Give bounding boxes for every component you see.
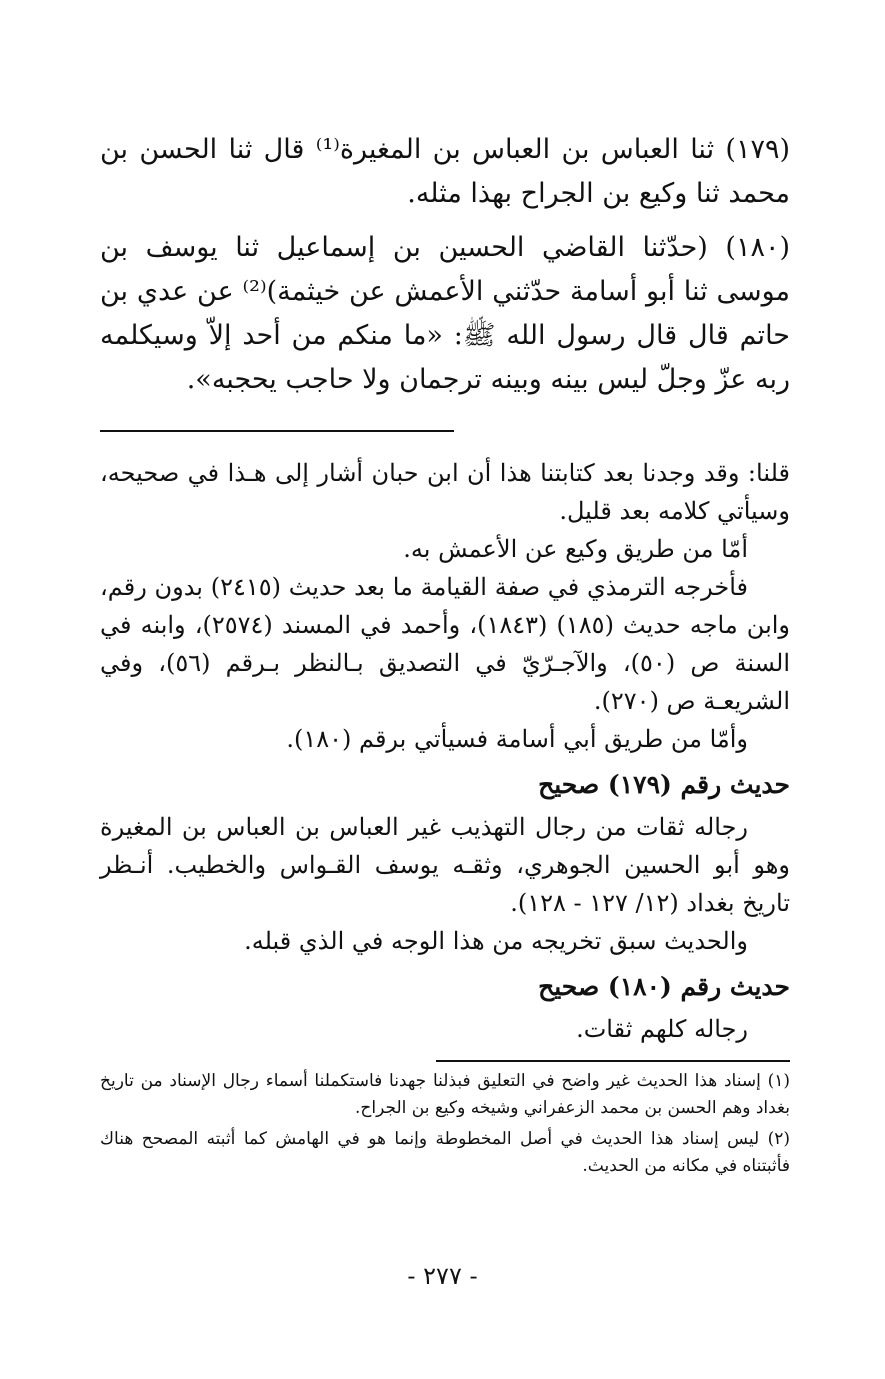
hadith-179: (١٧٩) ثنا العباس بن العباس بن المغيرة⁽¹⁾ قال ثنا الحسن بن محمد ثنا وكيع بن الجراح بهذا مثله.: [100, 134, 790, 209]
grading-body-179: رجاله ثقات من رجال التهذيب غير العباس بن العباس بن المغيرة وهو أبو الحسين الجوهري، وثقـه يوسف القـواس والخطيب. أنـظر تاريخ بغداد (١٢/ ١٢٧ - ١٢٨).: [100, 813, 790, 917]
grading-note-179: والحديث سبق تخريجه من هذا الوجه في الذي قبله.: [244, 927, 748, 955]
page-number: - ٢٧٧ -: [407, 1262, 478, 1290]
grading-heading-179: حديث رقم (١٧٩) صحيح: [538, 770, 790, 799]
section-divider: [100, 430, 454, 432]
grading-heading-180: حديث رقم (١٨٠) صحيح: [538, 972, 790, 1001]
commentary: [100, 454, 790, 1048]
commentary-abu-usama: وأمّا من طريق أبي أسامة فسيأتي برقم (١٨٠).: [286, 725, 748, 753]
page-body: [100, 128, 790, 1184]
footnote-divider: [436, 1060, 790, 1062]
footnote-2: (٢) ليس إسناد هذا الحديث في أصل المخطوطة وإنما هو في الهامش كما أثبته المصحح هناك فأثبتناه في مكانه من الحديث.: [100, 1129, 790, 1176]
footnote-1: (١) إسناد هذا الحديث غير واضح في التعليق فبذلنا جهدنا فاستكملنا أسماء رجال الإسناد من تاريخ بغداد وهم الحسن بن محمد الزعفراني وشيخه وكيع بن الجراح.: [100, 1071, 790, 1118]
commentary-takhrij: فأخرجه الترمذي في صفة القيامة ما بعد حديث (٢٤١٥) بدون رقم، وابن ماجه حديث (١٨٥) (١٨٤٣)، وأحمد في المسند (٢٥٧٤)، وابنه في السنة ص (٥٠)، والآجـرّيّ في التصديق بـالنظر بـرقم (٥٦)، وفي الشريعـة ص (٢٧٠).: [100, 573, 791, 715]
commentary-intro: قلنا: وقد وجدنا بعد كتابتنا هذا أن ابن حبان أشار إلى هـذا في صحيحه، وسيأتي كلامه بعد قليل.: [100, 459, 790, 525]
commentary-waki: أمّا من طريق وكيع عن الأعمش به.: [403, 535, 748, 563]
grading-body-180: رجاله كلهم ثقات.: [576, 1015, 748, 1043]
footnotes: [100, 1068, 790, 1180]
hadith-180: (١٨٠) (حدّثنا القاضي الحسين بن إسماعيل ثنا يوسف بن موسى ثنا أبو أسامة حدّثني الأعمش عن خيثمة)⁽²⁾ عن عدي بن حاتم قال قال رسول الله ﷺ: «ما منكم من أحد إلاّ وسيكلمه ربه عزّ وجلّ ليس بينه وبينه ترجمان ولا حاجب يحجبه».: [100, 232, 790, 395]
